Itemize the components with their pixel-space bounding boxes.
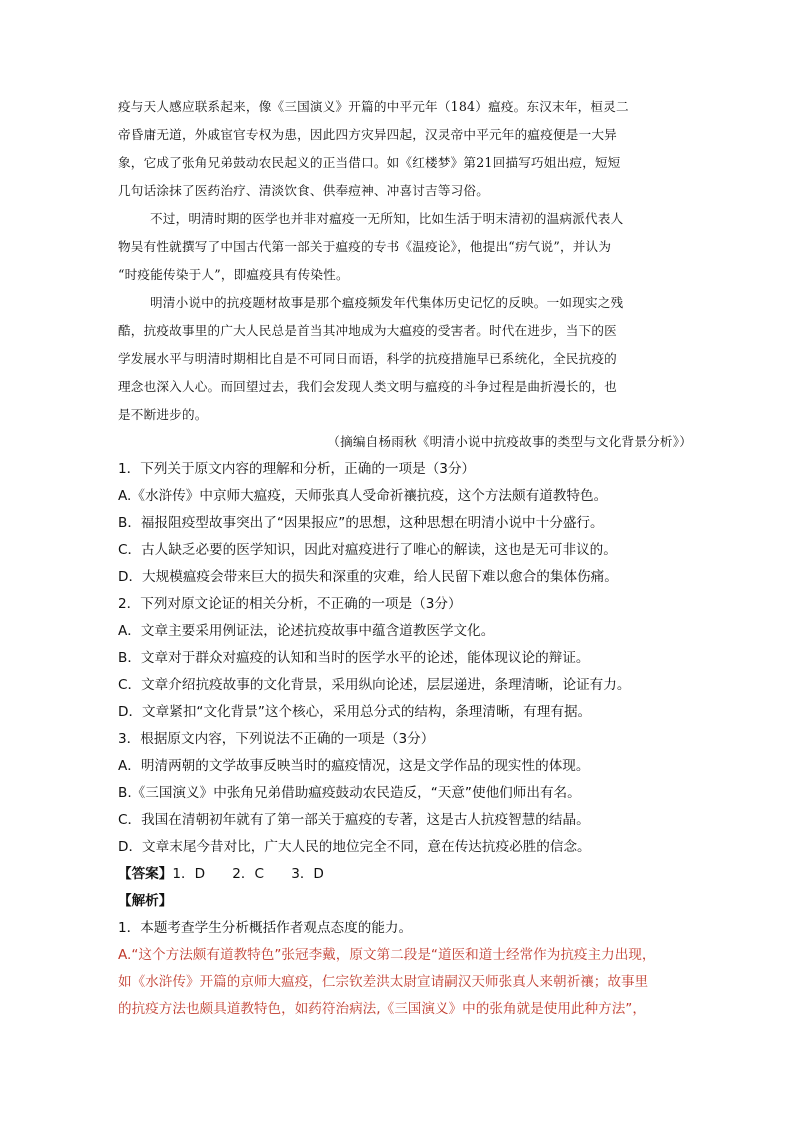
option-line: A．文章主要采用例证法，论述抗疫故事中蕴含道教医学文化。	[118, 623, 495, 639]
option-line: C．文章介绍抗疫故事的文化背景，采用纵向论述，层层递进，条理清晰，论证有力。	[118, 677, 631, 693]
option-line: B.《三国演义》中张角兄弟借助瘟疫鼓动农民造反，“天意”使他们师出有名。	[118, 785, 581, 801]
analysis-line: 如《水浒传》开篇的京师大瘟疫，仁宗钦差洪太尉宣请嗣汉天师张真人来朝祈禳；故事里	[118, 974, 649, 990]
passage-line: 酷，抗疫故事里的广大人民总是首当其冲地成为大瘟疫的受害者。时代在进步，当下的医	[118, 323, 617, 338]
answer-label: 【答案】	[118, 866, 173, 882]
passage-line: 帝昏庸无道，外戚宦官专权为患，因此四方灾异四起，汉灵帝中平元年的瘟疫便是一大异	[118, 127, 617, 142]
option-line: B．福报阻疫型故事突出了“因果报应”的思想，这种思想在明清小说中十分盛行。	[118, 515, 604, 531]
passage-line: 明清小说中的抗疫题材故事是那个瘟疫频发年代集体历史记忆的反映。一如现实之残	[150, 295, 624, 310]
passage-line: 象，它成了张角兄弟鼓动农民起义的正当借口。如《红楼梦》第21回描写巧姐出痘，短短	[118, 155, 621, 170]
question-stem: 1．下列关于原文内容的理解和分析，正确的一项是（3分）	[118, 461, 476, 477]
option-line: A．明清两朝的文学故事反映当时的瘟疫情况，这是文学作品的现实性的体现。	[118, 758, 590, 774]
analysis-line: 的抗疫方法也颇具道教特色，如药符治病法,《三国演义》中的张角就是使用此种方法”，	[118, 1001, 646, 1017]
option-line: D．文章紧扣“文化背景”这个核心，采用总分式的结构，条理清晰，有理有据。	[118, 704, 592, 720]
passage-line: 物吴有性就撰写了中国古代第一部关于瘟疫的专书《温疫论》，他提出“疠气说”，并认为	[118, 239, 612, 254]
analysis-label-row	[118, 890, 678, 912]
option-line: C．古人缺乏必要的医学知识，因此对瘟疫进行了唯心的解读，这也是无可非议的。	[118, 542, 617, 558]
passage-line: 理念也深入人心。而回望过去，我们会发现人类文明与瘟疫的斗争过程是曲折漫长的，也	[118, 379, 617, 394]
option-line: A.《水浒传》中京师大瘟疫，天师张真人受命祈禳抗疫，这个方法颇有道教特色。	[118, 488, 608, 504]
option-line: C．我国在清朝初年就有了第一部关于瘟疫的专著，这是古人抗疫智慧的结晶。	[118, 812, 590, 828]
passage-line: 不过，明清时期的医学也并非对瘟疫一无所知，比如生活于明末清初的温病派代表人	[150, 211, 624, 226]
question-stem: 2．下列对原文论证的相关分析，不正确的一项是（3分）	[118, 596, 462, 612]
option-line: B．文章对于群众对瘟疫的认知和当时的医学水平的论述，能体现议论的辩证。	[118, 650, 590, 666]
answer-text: 1．D 2．C 3．D	[172, 866, 324, 882]
passage-line: 疫与天人感应联系起来，像《三国演义》开篇的中平元年（184）瘟疫。东汉末年，桓灵二	[118, 99, 629, 114]
option-line: D．文章末尾今昔对比，广大人民的地位完全不同，意在传达抗疫必胜的信念。	[118, 839, 591, 855]
passage-line: “时疫能传染于人”，即瘟疫具有传染性。	[118, 267, 349, 282]
question-stem: 3．根据原文内容，下列说法不正确的一项是（3分）	[118, 731, 435, 747]
passage-line: 是不断进步的。	[118, 407, 208, 422]
option-line: D．大规模瘟疫会带来巨大的损失和深重的灾难，给人民留下难以愈合的集体伤痛。	[118, 569, 618, 585]
passage-source: （摘编自杨雨秋《明清小说中抗疫故事的类型与文化背景分析》）	[327, 434, 692, 449]
passage-line: 学发展水平与明清时期相比自是不可同日而语，科学的抗疫措施早已系统化，全民抗疫的	[118, 351, 617, 366]
analysis-label: 【解析】	[118, 893, 173, 909]
answer-row	[118, 863, 678, 885]
analysis-intro: 1．本题考查学生分析概括作者观点态度的能力。	[118, 920, 413, 936]
passage-line: 几句话涂抹了医药治疗、清淡饮食、供奉痘神、冲喜讨吉等习俗。	[118, 183, 490, 198]
analysis-line: A.“这个方法颇有道教特色”张冠李戴，原文第二段是“道医和道士经常作为抗疫主力出现，	[118, 947, 656, 963]
